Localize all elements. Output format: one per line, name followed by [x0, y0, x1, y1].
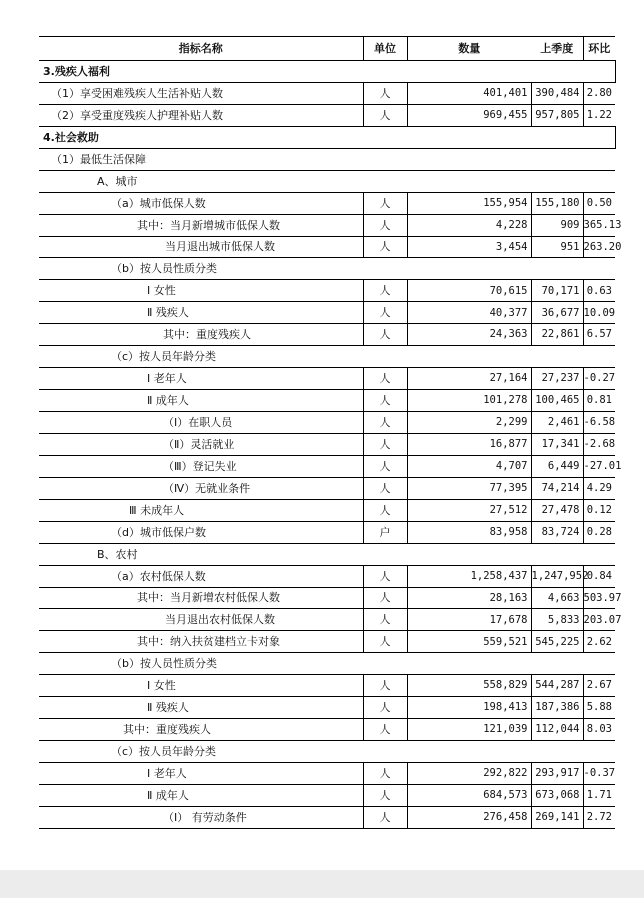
row-label: 其中：当月新增农村低保人数 — [39, 587, 363, 609]
row-label: （a）农村低保人数 — [39, 565, 363, 587]
row-ratio: 2.62 — [583, 631, 615, 653]
row-previous-quarter: 187,386 — [531, 697, 583, 719]
row-quantity: 77,395 — [407, 477, 531, 499]
row-quantity: 969,455 — [407, 104, 531, 126]
row-ratio: 1.22 — [583, 104, 615, 126]
subheading-row — [39, 741, 615, 763]
table-row — [39, 587, 615, 609]
row-previous-quarter: 2,461 — [531, 412, 583, 434]
row-previous-quarter: 83,724 — [531, 521, 583, 543]
row-previous-quarter: 17,341 — [531, 433, 583, 455]
row-label: Ⅰ 女性 — [39, 280, 363, 302]
row-previous-quarter: 4,663 — [531, 587, 583, 609]
row-previous-quarter: 155,180 — [531, 192, 583, 214]
row-previous-quarter: 112,044 — [531, 719, 583, 741]
table-row — [39, 565, 615, 587]
row-ratio: 2.72 — [583, 806, 615, 828]
subheading-label: （b）按人员性质分类 — [39, 258, 615, 280]
row-previous-quarter: 269,141 — [531, 806, 583, 828]
table-row — [39, 455, 615, 477]
row-quantity: 4,228 — [407, 214, 531, 236]
column-header-previous-quarter: 上季度 — [531, 37, 583, 61]
row-previous-quarter: 909 — [531, 214, 583, 236]
row-label: Ⅰ 老年人 — [39, 368, 363, 390]
page-bottom-margin — [0, 870, 644, 898]
table-row — [39, 719, 615, 741]
section-row — [39, 126, 615, 148]
row-ratio: 6.57 — [583, 324, 615, 346]
subheading-label: （b）按人员性质分类 — [39, 653, 615, 675]
row-ratio: -0.37 — [583, 763, 615, 785]
row-unit: 人 — [363, 433, 407, 455]
row-unit: 人 — [363, 719, 407, 741]
row-quantity: 121,039 — [407, 719, 531, 741]
row-previous-quarter: 293,917 — [531, 763, 583, 785]
row-ratio: 0.28 — [583, 521, 615, 543]
row-ratio: 503.97 — [583, 587, 615, 609]
row-previous-quarter: 951 — [531, 236, 583, 258]
row-label: （Ⅱ）灵活就业 — [39, 433, 363, 455]
row-label: 其中：当月新增城市低保人数 — [39, 214, 363, 236]
row-unit: 人 — [363, 763, 407, 785]
row-unit: 人 — [363, 192, 407, 214]
row-quantity: 401,401 — [407, 82, 531, 104]
row-previous-quarter: 1,247,952 — [531, 565, 583, 587]
table-row — [39, 499, 615, 521]
row-previous-quarter: 70,171 — [531, 280, 583, 302]
subheading-row — [39, 653, 615, 675]
row-label: Ⅱ 成年人 — [39, 784, 363, 806]
row-label: 其中：重度残疾人 — [39, 719, 363, 741]
row-ratio: 8.03 — [583, 719, 615, 741]
section-title: 3.残疾人福利 — [39, 61, 615, 83]
subheading-row — [39, 543, 615, 565]
row-unit: 人 — [363, 412, 407, 434]
table-row — [39, 390, 615, 412]
row-unit: 人 — [363, 565, 407, 587]
table-row — [39, 697, 615, 719]
table-row — [39, 302, 615, 324]
row-ratio: 365.13 — [583, 214, 615, 236]
row-unit: 人 — [363, 477, 407, 499]
row-unit: 人 — [363, 609, 407, 631]
row-ratio: -0.27 — [583, 368, 615, 390]
row-previous-quarter: 36,677 — [531, 302, 583, 324]
table-row — [39, 324, 615, 346]
row-label: 当月退出农村低保人数 — [39, 609, 363, 631]
row-unit: 人 — [363, 784, 407, 806]
table-row — [39, 806, 615, 828]
row-label: （1）享受困难残疾人生活补贴人数 — [39, 82, 363, 104]
row-label: （d）城市低保户数 — [39, 521, 363, 543]
row-quantity: 3,454 — [407, 236, 531, 258]
row-label: （Ⅳ）无就业条件 — [39, 477, 363, 499]
row-quantity: 28,163 — [407, 587, 531, 609]
subheading-row — [39, 148, 615, 170]
row-label: Ⅱ 残疾人 — [39, 302, 363, 324]
table-row — [39, 412, 615, 434]
row-label: Ⅲ 未成年人 — [39, 499, 363, 521]
table-row — [39, 214, 615, 236]
row-quantity: 70,615 — [407, 280, 531, 302]
row-unit: 人 — [363, 280, 407, 302]
row-ratio: 5.88 — [583, 697, 615, 719]
row-previous-quarter: 100,465 — [531, 390, 583, 412]
column-header-ratio: 环比 — [583, 37, 615, 61]
row-ratio: 2.80 — [583, 82, 615, 104]
row-unit: 人 — [363, 390, 407, 412]
subheading-label: B、农村 — [39, 543, 615, 565]
row-quantity: 16,877 — [407, 433, 531, 455]
row-quantity: 83,958 — [407, 521, 531, 543]
row-ratio: -27.01 — [583, 455, 615, 477]
row-ratio: 0.12 — [583, 499, 615, 521]
row-ratio: 0.81 — [583, 390, 615, 412]
row-ratio: 203.07 — [583, 609, 615, 631]
row-quantity: 17,678 — [407, 609, 531, 631]
row-previous-quarter: 27,478 — [531, 499, 583, 521]
row-ratio: 0.84 — [583, 565, 615, 587]
table-row — [39, 631, 615, 653]
subheading-label: （c）按人员年龄分类 — [39, 346, 615, 368]
row-ratio: 0.50 — [583, 192, 615, 214]
row-unit: 人 — [363, 697, 407, 719]
row-quantity: 1,258,437 — [407, 565, 531, 587]
row-unit: 人 — [363, 236, 407, 258]
table-row — [39, 675, 615, 697]
column-header-quantity: 数量 — [407, 37, 531, 61]
row-quantity: 155,954 — [407, 192, 531, 214]
row-previous-quarter: 544,287 — [531, 675, 583, 697]
row-unit: 人 — [363, 302, 407, 324]
row-previous-quarter: 957,805 — [531, 104, 583, 126]
row-previous-quarter: 27,237 — [531, 368, 583, 390]
row-quantity: 2,299 — [407, 412, 531, 434]
row-label: 其中：纳入扶贫建档立卡对象 — [39, 631, 363, 653]
row-previous-quarter: 74,214 — [531, 477, 583, 499]
row-unit: 人 — [363, 214, 407, 236]
row-unit: 人 — [363, 368, 407, 390]
table-row — [39, 280, 615, 302]
row-quantity: 4,707 — [407, 455, 531, 477]
row-quantity: 559,521 — [407, 631, 531, 653]
row-previous-quarter: 673,068 — [531, 784, 583, 806]
row-previous-quarter: 22,861 — [531, 324, 583, 346]
column-header-unit: 单位 — [363, 37, 407, 61]
row-unit: 人 — [363, 587, 407, 609]
row-ratio: -2.68 — [583, 433, 615, 455]
table-row — [39, 763, 615, 785]
row-unit: 人 — [363, 455, 407, 477]
row-unit: 人 — [363, 104, 407, 126]
row-label: （a）城市低保人数 — [39, 192, 363, 214]
row-unit: 人 — [363, 499, 407, 521]
subheading-row — [39, 258, 615, 280]
row-label: （Ⅰ）在职人员 — [39, 412, 363, 434]
section-title: 4.社会救助 — [39, 126, 615, 148]
row-ratio: 1.71 — [583, 784, 615, 806]
row-label: Ⅰ 老年人 — [39, 763, 363, 785]
table-row — [39, 104, 615, 126]
row-ratio: 0.63 — [583, 280, 615, 302]
table-row — [39, 82, 615, 104]
row-quantity: 27,512 — [407, 499, 531, 521]
row-unit: 户 — [363, 521, 407, 543]
row-ratio: 10.09 — [583, 302, 615, 324]
table-row — [39, 784, 615, 806]
table-row — [39, 192, 615, 214]
row-quantity: 276,458 — [407, 806, 531, 828]
row-label: 其中：重度残疾人 — [39, 324, 363, 346]
table-row — [39, 236, 615, 258]
row-quantity: 198,413 — [407, 697, 531, 719]
row-unit: 人 — [363, 806, 407, 828]
row-quantity: 292,822 — [407, 763, 531, 785]
row-ratio: 263.20 — [583, 236, 615, 258]
row-label: （2）享受重度残疾人护理补贴人数 — [39, 104, 363, 126]
row-label: （Ⅲ）登记失业 — [39, 455, 363, 477]
row-previous-quarter: 6,449 — [531, 455, 583, 477]
row-previous-quarter: 5,833 — [531, 609, 583, 631]
subheading-label: A、城市 — [39, 170, 615, 192]
row-previous-quarter: 390,484 — [531, 82, 583, 104]
section-row — [39, 61, 615, 83]
row-unit: 人 — [363, 675, 407, 697]
row-label: Ⅰ 女性 — [39, 675, 363, 697]
table-row — [39, 609, 615, 631]
row-label: 当月退出城市低保人数 — [39, 236, 363, 258]
table-body — [39, 61, 622, 829]
row-label: （Ⅰ） 有劳动条件 — [39, 806, 363, 828]
subheading-row — [39, 170, 615, 192]
table-header-row — [39, 37, 615, 61]
row-quantity: 558,829 — [407, 675, 531, 697]
column-header-name: 指标名称 — [39, 37, 363, 61]
row-quantity: 27,164 — [407, 368, 531, 390]
row-unit: 人 — [363, 324, 407, 346]
table-row — [39, 477, 615, 499]
row-unit: 人 — [363, 631, 407, 653]
table-row — [39, 521, 615, 543]
row-unit: 人 — [363, 82, 407, 104]
row-previous-quarter: 545,225 — [531, 631, 583, 653]
row-ratio: 4.29 — [583, 477, 615, 499]
subheading-row — [39, 346, 615, 368]
row-quantity: 684,573 — [407, 784, 531, 806]
row-quantity: 24,363 — [407, 324, 531, 346]
table-row — [39, 368, 615, 390]
row-ratio: -6.58 — [583, 412, 615, 434]
row-quantity: 40,377 — [407, 302, 531, 324]
table-row — [39, 433, 615, 455]
subheading-label: （1）最低生活保障 — [39, 148, 615, 170]
row-label: Ⅱ 成年人 — [39, 390, 363, 412]
row-quantity: 101,278 — [407, 390, 531, 412]
row-label: Ⅱ 残疾人 — [39, 697, 363, 719]
row-ratio: 2.67 — [583, 675, 615, 697]
subheading-label: （c）按人员年龄分类 — [39, 741, 615, 763]
statistics-table — [39, 36, 622, 829]
